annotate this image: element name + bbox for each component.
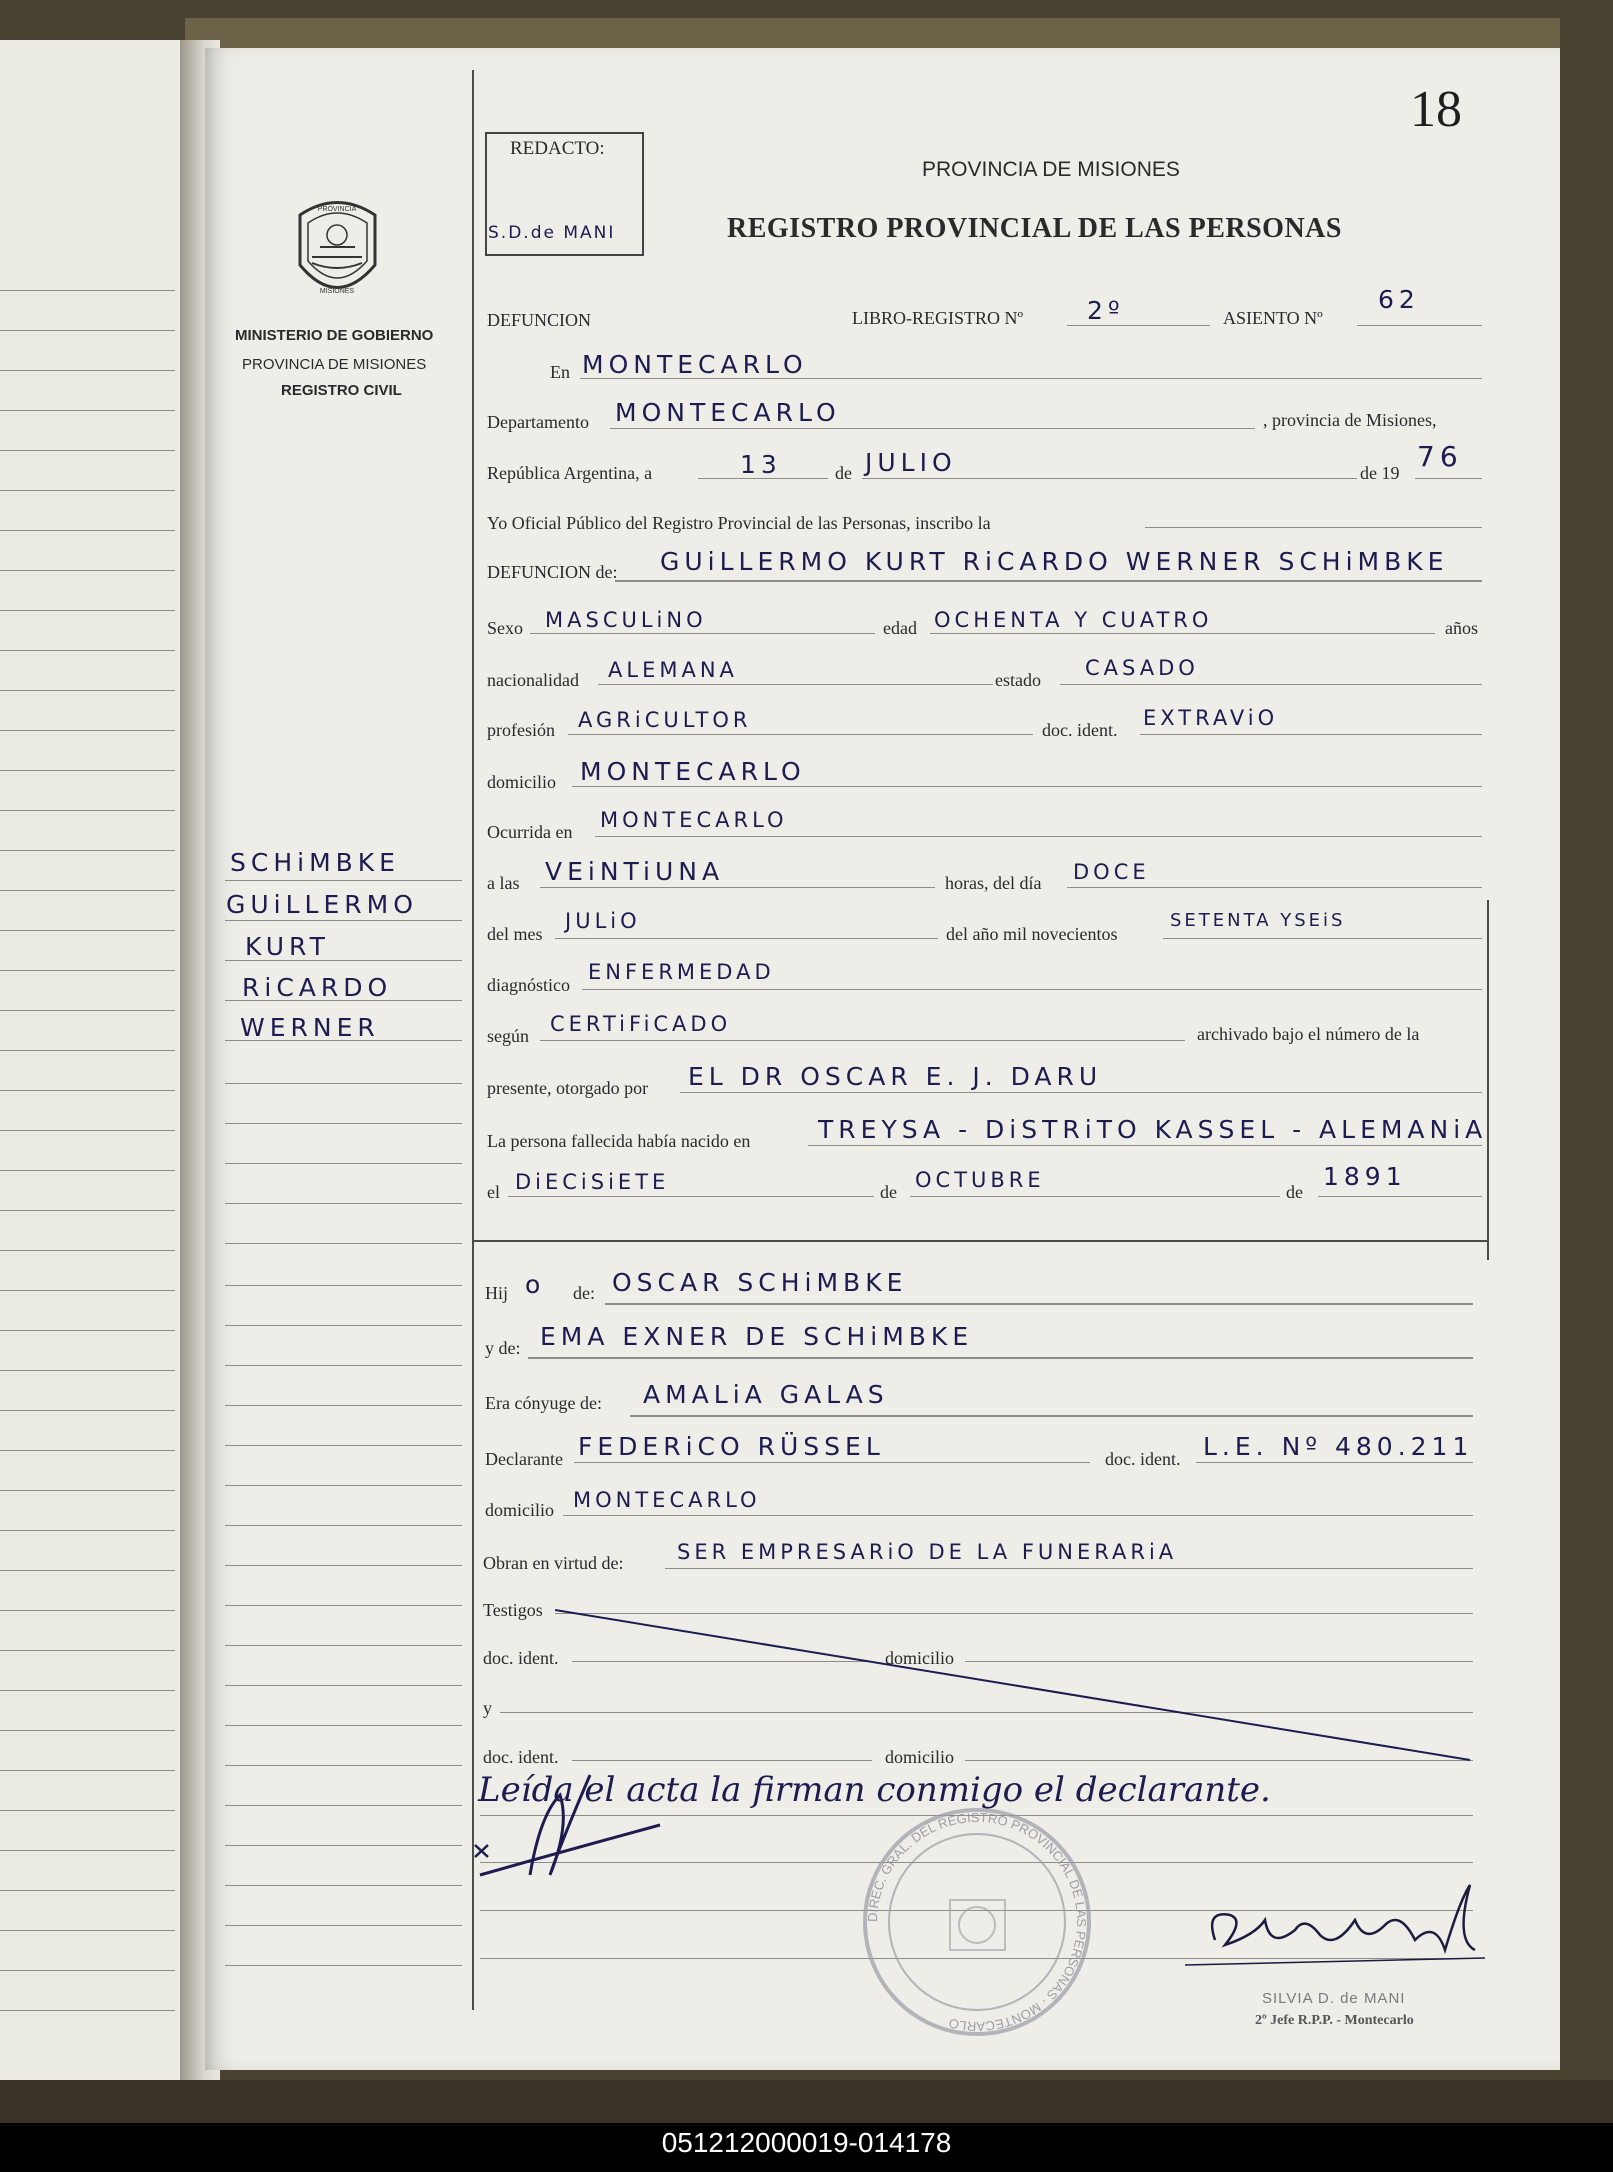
signatory-name: SILVIA D. de MANI (1262, 1990, 1406, 2007)
ruled-line (0, 1650, 175, 1651)
margin-name-3: RiCARDO (242, 973, 393, 1002)
ano-line (1163, 938, 1482, 939)
ruled-line (0, 1170, 175, 1171)
form-right-border (1487, 900, 1489, 1260)
ruled-line (0, 1130, 175, 1131)
form-left-border (472, 70, 474, 2010)
ruled-line (0, 690, 175, 691)
month-line (862, 478, 1357, 479)
margin-line (225, 1445, 462, 1446)
margin-line (225, 1565, 462, 1566)
section-divider (472, 1240, 1489, 1242)
obran-label: Obran en virtud de: (483, 1553, 624, 1573)
month-value: JULIO (865, 448, 957, 477)
doc-ident-label: doc. ident. (1042, 720, 1118, 740)
margin-line (225, 1083, 462, 1084)
year-line (1415, 478, 1482, 479)
margin-line (225, 1243, 462, 1244)
profesion-label: profesión (487, 720, 555, 740)
margin-line (225, 1765, 462, 1766)
asiento-value: 62 (1378, 285, 1420, 314)
defuncion-de-label: DEFUNCION de: (487, 562, 618, 582)
de19-label: de 19 (1360, 463, 1400, 483)
departamento-line (610, 428, 1255, 429)
declarante-doc-label: doc. ident. (1105, 1449, 1181, 1469)
sexo-value: MASCULiNO (545, 608, 707, 632)
conyuge-label: Era cónyuge de: (485, 1393, 602, 1413)
registry-heading: REGISTRO PROVINCIAL DE LAS PERSONAS (727, 213, 1342, 244)
libro-label: LIBRO-REGISTRO Nº (852, 308, 1024, 328)
a-las-label: a las (487, 873, 520, 893)
estado-line (1060, 684, 1482, 685)
testigo2-domicilio-label: domicilio (885, 1747, 954, 1767)
testigo2-doc-label: doc. ident. (483, 1747, 559, 1767)
a-las-line (540, 887, 935, 888)
a-las-value: VEiNTiUNA (545, 857, 725, 886)
sexo-label: Sexo (487, 618, 523, 638)
horas-dia-label: horas, del día (945, 873, 1042, 893)
provincia-label: , provincia de Misiones, (1263, 410, 1437, 430)
ruled-line (0, 1730, 175, 1731)
year-value: 76 (1417, 440, 1463, 473)
margin-line (225, 1605, 462, 1606)
ruled-line (0, 570, 175, 571)
province-heading: PROVINCIA DE MISIONES (922, 158, 1180, 181)
libro-value: 2º (1087, 296, 1125, 325)
ruled-line (0, 610, 175, 611)
margin-line (225, 1685, 462, 1686)
birth-month-value: OCTUBRE (915, 1168, 1045, 1192)
ruled-line (0, 730, 175, 731)
ruled-line (0, 1570, 175, 1571)
margin-line (225, 1965, 462, 1966)
en-value: MONTECARLO (582, 350, 808, 379)
doc-ident-value: EXTRAViO (1143, 706, 1279, 730)
testigo1-domicilio-label: domicilio (885, 1648, 954, 1668)
republica-label: República Argentina, a (487, 463, 653, 483)
ruled-line (0, 970, 175, 971)
registry-page (205, 48, 1560, 2070)
ruled-line (0, 850, 175, 851)
ruled-line (0, 1490, 175, 1491)
anos-label: años (1445, 618, 1478, 638)
ruled-line (0, 1330, 175, 1331)
ruled-line (0, 330, 175, 331)
deceased-line (615, 580, 1482, 582)
segun-line (540, 1040, 1185, 1041)
departamento-label: Departamento (487, 412, 589, 432)
official-stamp-icon (855, 1800, 1100, 2045)
ruled-line (0, 650, 175, 651)
sexo-line (530, 633, 875, 634)
ruled-line (0, 450, 175, 451)
margin-name-1: GUiLLERMO (226, 890, 418, 919)
edad-line (930, 633, 1435, 634)
nacido-line (808, 1145, 1482, 1146)
declarante-line (574, 1462, 1090, 1463)
edad-value: OCHENTA Y CUATRO (934, 608, 1213, 632)
domicilio-label: domicilio (487, 772, 556, 792)
ruled-line (0, 1090, 175, 1091)
ruled-line (0, 1850, 175, 1851)
segun-label: según (487, 1026, 529, 1046)
ruled-line (0, 1690, 175, 1691)
presente-label: presente, otorgado por (487, 1078, 649, 1098)
margin-line (225, 1925, 462, 1926)
yo-oficial-line (1145, 527, 1482, 528)
redacto-value: S.D.de MANI (488, 223, 616, 243)
ruled-line (0, 490, 175, 491)
ruled-line (0, 1210, 175, 1211)
margin-line (225, 1365, 462, 1366)
left-page (0, 40, 180, 2080)
ruled-line (0, 1050, 175, 1051)
mes-line (555, 938, 938, 939)
otorgado-line (680, 1092, 1482, 1093)
segun-value: CERTiFiCADO (550, 1012, 732, 1036)
ruled-line (0, 1450, 175, 1451)
mes-value: JULiO (565, 909, 641, 933)
ruled-line (0, 810, 175, 811)
ruled-line (0, 2010, 175, 2011)
testigo1-doc-label: doc. ident. (483, 1648, 559, 1668)
birth-year-value: 1891 (1323, 1162, 1407, 1191)
ruled-line (0, 1010, 175, 1011)
margin-line (225, 1123, 462, 1124)
ruled-line (0, 370, 175, 371)
y-de-label: y de: (485, 1338, 521, 1358)
asiento-label: ASIENTO Nº (1223, 308, 1323, 328)
otorgado-value: EL DR OSCAR E. J. DARU (688, 1062, 1103, 1091)
ruled-line (0, 1770, 175, 1771)
seal-bottom-text: MISIONES (319, 288, 355, 295)
del-mes-label: del mes (487, 924, 543, 944)
de-birth-month-label: de (880, 1182, 897, 1202)
ruled-line (0, 930, 175, 931)
ruled-line (0, 1970, 175, 1971)
declarante-domicilio-line (563, 1515, 1473, 1516)
padre-value: OSCAR SCHiMBKE (612, 1268, 908, 1297)
estado-value: CASADO (1085, 656, 1199, 680)
ruled-line (0, 890, 175, 891)
ruled-line (0, 1810, 175, 1811)
ministry-line3: REGISTRO CIVIL (281, 382, 402, 399)
day-value: 13 (740, 450, 782, 479)
ruled-line (0, 530, 175, 531)
ruled-line (0, 1890, 175, 1891)
diagnostico-line (582, 989, 1482, 990)
nacionalidad-line (598, 684, 993, 685)
madre-value: EMA EXNER DE SCHiMBKE (540, 1322, 974, 1351)
ministry-line1: MINISTERIO DE GOBIERNO (235, 327, 434, 344)
hij-label: Hij (485, 1283, 509, 1303)
birth-year-line (1318, 1196, 1482, 1197)
official-signature-icon (1185, 1880, 1505, 1980)
departamento-value: MONTECARLO (615, 398, 841, 427)
margin-line (225, 880, 462, 881)
margin-line (225, 1485, 462, 1486)
redacto-label: REDACTO: (510, 138, 605, 159)
de-birth-year-label: de (1286, 1182, 1303, 1202)
margin-line (225, 1725, 462, 1726)
seal-top-text: PROVINCIA (317, 206, 357, 213)
libro-line (1067, 325, 1210, 326)
nacido-label: La persona fallecida había nacido en (487, 1131, 751, 1151)
declarante-doc-value: L.E. Nº 480.211 (1203, 1432, 1474, 1461)
domicilio-line (572, 786, 1482, 787)
padre-line (605, 1303, 1473, 1305)
el-label: el (487, 1182, 500, 1202)
declarant-signature-icon (470, 1755, 670, 1895)
margin-name-4: WERNER (240, 1013, 380, 1042)
dia-line (1067, 887, 1482, 888)
profesion-value: AGRiCULTOR (578, 708, 752, 732)
margin-name-2: KURT (245, 932, 330, 961)
book-spine-edge (185, 18, 1560, 48)
declarante-label: Declarante (485, 1449, 563, 1469)
profesion-line (568, 734, 1033, 735)
birth-day-line (508, 1196, 874, 1197)
obran-value: SER EMPRESARiO DE LA FUNERARiA (677, 1540, 1178, 1564)
margin-line (225, 1163, 462, 1164)
doc-ident-line (1140, 734, 1482, 735)
estado-label: estado (995, 670, 1041, 690)
margin-line (225, 1885, 462, 1886)
declarante-value: FEDERiCO RÜSSEL (578, 1432, 885, 1461)
ruled-line (0, 770, 175, 771)
ruled-line (0, 1930, 175, 1931)
ruled-line (0, 1370, 175, 1371)
hijo-de-label: de: (573, 1283, 595, 1303)
ruled-line (0, 1410, 175, 1411)
stamp-text: DIREC. GRAL. DEL REGISTRO PROVINCIAL DE LAS PERSONAS · MONTECARLO (864, 1809, 1090, 2035)
margin-line (225, 1525, 462, 1526)
nacionalidad-label: nacionalidad (487, 670, 579, 690)
defuncion-label: DEFUNCION (487, 310, 592, 330)
conyuge-value: AMALiA GALAS (643, 1380, 889, 1409)
closing-statement: Leída el acta la firman conmigo el declarante. (478, 1770, 1271, 1810)
en-label: En (550, 362, 570, 382)
hijo-suffix: o (525, 1270, 546, 1299)
ano-value: SETENTA YSEiS (1170, 910, 1346, 931)
ruled-line (0, 1530, 175, 1531)
ruled-line (0, 290, 175, 291)
footer-code: 051212000019-014178 (661, 2127, 952, 2158)
ocurrida-line (595, 836, 1482, 837)
deceased-name: GUiLLERMO KURT RiCARDO WERNER SCHiMBKE (660, 547, 1449, 576)
margin-line (225, 1203, 462, 1204)
ruled-line (0, 410, 175, 411)
declarante-domicilio-value: MONTECARLO (573, 1488, 761, 1512)
margin-line (225, 1805, 462, 1806)
diagnostico-value: ENFERMEDAD (588, 960, 775, 984)
diagnostico-label: diagnóstico (487, 975, 570, 995)
ruled-line (0, 1290, 175, 1291)
nacionalidad-value: ALEMANA (608, 658, 738, 682)
ruled-line (0, 1610, 175, 1611)
signatory-title: 2º Jefe R.P.P. - Montecarlo (1255, 2013, 1414, 2028)
ministry-line2: PROVINCIA DE MISIONES (242, 356, 427, 373)
provincial-seal-icon (290, 195, 385, 310)
archivado-label: archivado bajo el número de la (1197, 1024, 1420, 1044)
asiento-line (1357, 325, 1482, 326)
witness-strike-line (555, 1605, 1475, 1765)
madre-line (528, 1357, 1473, 1359)
domicilio-value: MONTECARLO (580, 757, 806, 786)
yo-oficial-text: Yo Oficial Público del Registro Provincial de las Personas, inscribo la (487, 513, 991, 533)
testigo2-label: y (483, 1698, 492, 1718)
declarante-domicilio-label: domicilio (485, 1500, 554, 1520)
conyuge-line (630, 1415, 1473, 1417)
ruled-line (0, 1250, 175, 1251)
page-number: 18 (1410, 81, 1462, 138)
edad-label: edad (883, 618, 917, 638)
del-ano-label: del año mil novecientos (946, 924, 1118, 944)
margin-surname: SCHiMBKE (230, 848, 400, 877)
ocurrida-value: MONTECARLO (600, 808, 788, 832)
de-label: de (835, 463, 852, 483)
nacido-value: TREYSA - DiSTRiTO KASSEL - ALEMANiA (818, 1115, 1488, 1144)
ocurrida-label: Ocurrida en (487, 822, 573, 842)
margin-line (225, 1645, 462, 1646)
margin-line (225, 1325, 462, 1326)
margin-line (225, 1285, 462, 1286)
obran-line (665, 1568, 1473, 1569)
declarante-doc-line (1196, 1462, 1473, 1463)
margin-line (225, 1405, 462, 1406)
birth-day-value: DiECiSiETE (515, 1170, 670, 1194)
birth-month-line (910, 1196, 1280, 1197)
margin-line (225, 1845, 462, 1846)
testigos-label: Testigos (483, 1600, 543, 1620)
margin-line (225, 920, 462, 921)
dia-value: DOCE (1073, 860, 1150, 884)
